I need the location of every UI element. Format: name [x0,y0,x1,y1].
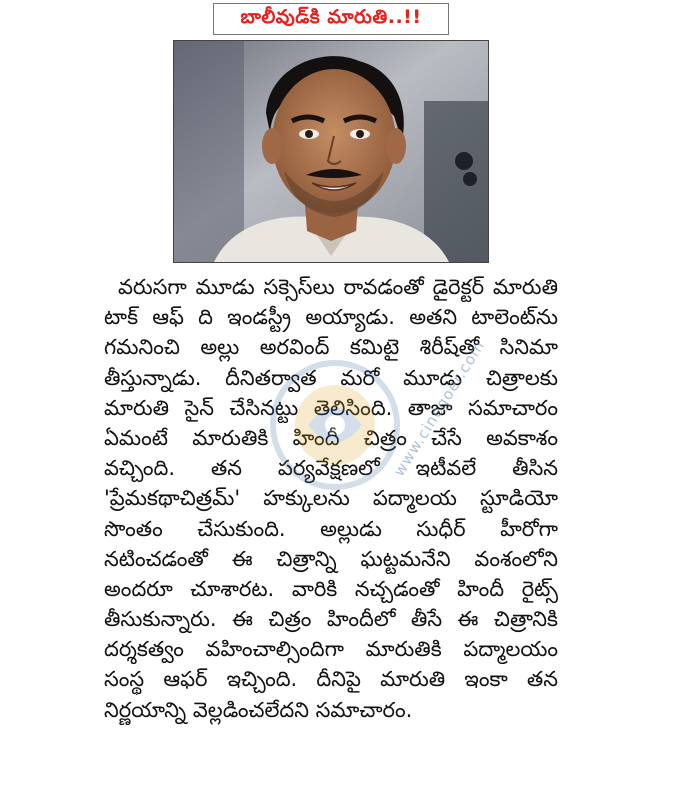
article-line: గమనించి అల్లు అరవింద్ కమిటై శిరీష్‌తో సినిమా [104,335,558,360]
article-line: సంస్థ ఆఫర్ ఇచ్చింది. దీనిపై మారుతి ఇంకా తన [104,667,558,692]
article-line: 'ప్రేమకథాచిత్రమ్' హక్కులను పద్మాలయ స్టూడియో [104,486,558,511]
article-line: తీసుకున్నారు. ఈ చిత్రం హిందీలో తీసే ఈ చిత్రానికి [104,607,558,632]
article-line: సొంతం చేసుకుంది. అల్లుడు సుధీర్ హీరోగా [104,516,558,541]
article-line: తీస్తున్నాడు. దీనితర్వాత మరో మూడు చిత్రాలకు [104,365,558,390]
article-line: నిర్ణయాన్ని వెల్లడించలేదని సమాచారం. [104,697,413,722]
watermark-url: www.cinegoer.com [390,336,489,480]
portrait-illustration [174,41,488,262]
headline: బాలీవుడ్‌కి మారుతి..!! [240,5,422,28]
article-line: మారుతి సైన్ చేసినట్టు తెలిసింది. తాజా సమాచారం [104,395,558,420]
headline-box [213,3,449,35]
article-line: దర్శకత్వం వహించాల్సిందిగా మారుతికి పద్మాలయం [104,637,558,662]
article-line: టాక్ ఆఫ్ ది ఇండస్ట్రీ అయ్యాడు. అతని టాలెంట్‌ను [104,305,558,330]
article-line: వచ్చింది. తన పర్యవేక్షణలో ఇటీవలే తీసిన [104,456,558,481]
portrait-photo [173,40,489,263]
article-line: వరుసగా మూడు సక్సెస్‌లు రావడంతో డైరెక్టర్ మారుతి [118,275,558,299]
article-line: అందరూ చూశారట. వారికి నచ్చడంతో హిందీ రైట్స్ [104,576,558,601]
article-line: నటించడంతో ఈ చిత్రాన్ని ఘట్టమనేని వంశంలోని [104,546,558,571]
article-line: ఏమంటే మారుతికి హిందీ చిత్రం చేసే అవకాశం [104,425,558,450]
article-body [104,272,558,725]
